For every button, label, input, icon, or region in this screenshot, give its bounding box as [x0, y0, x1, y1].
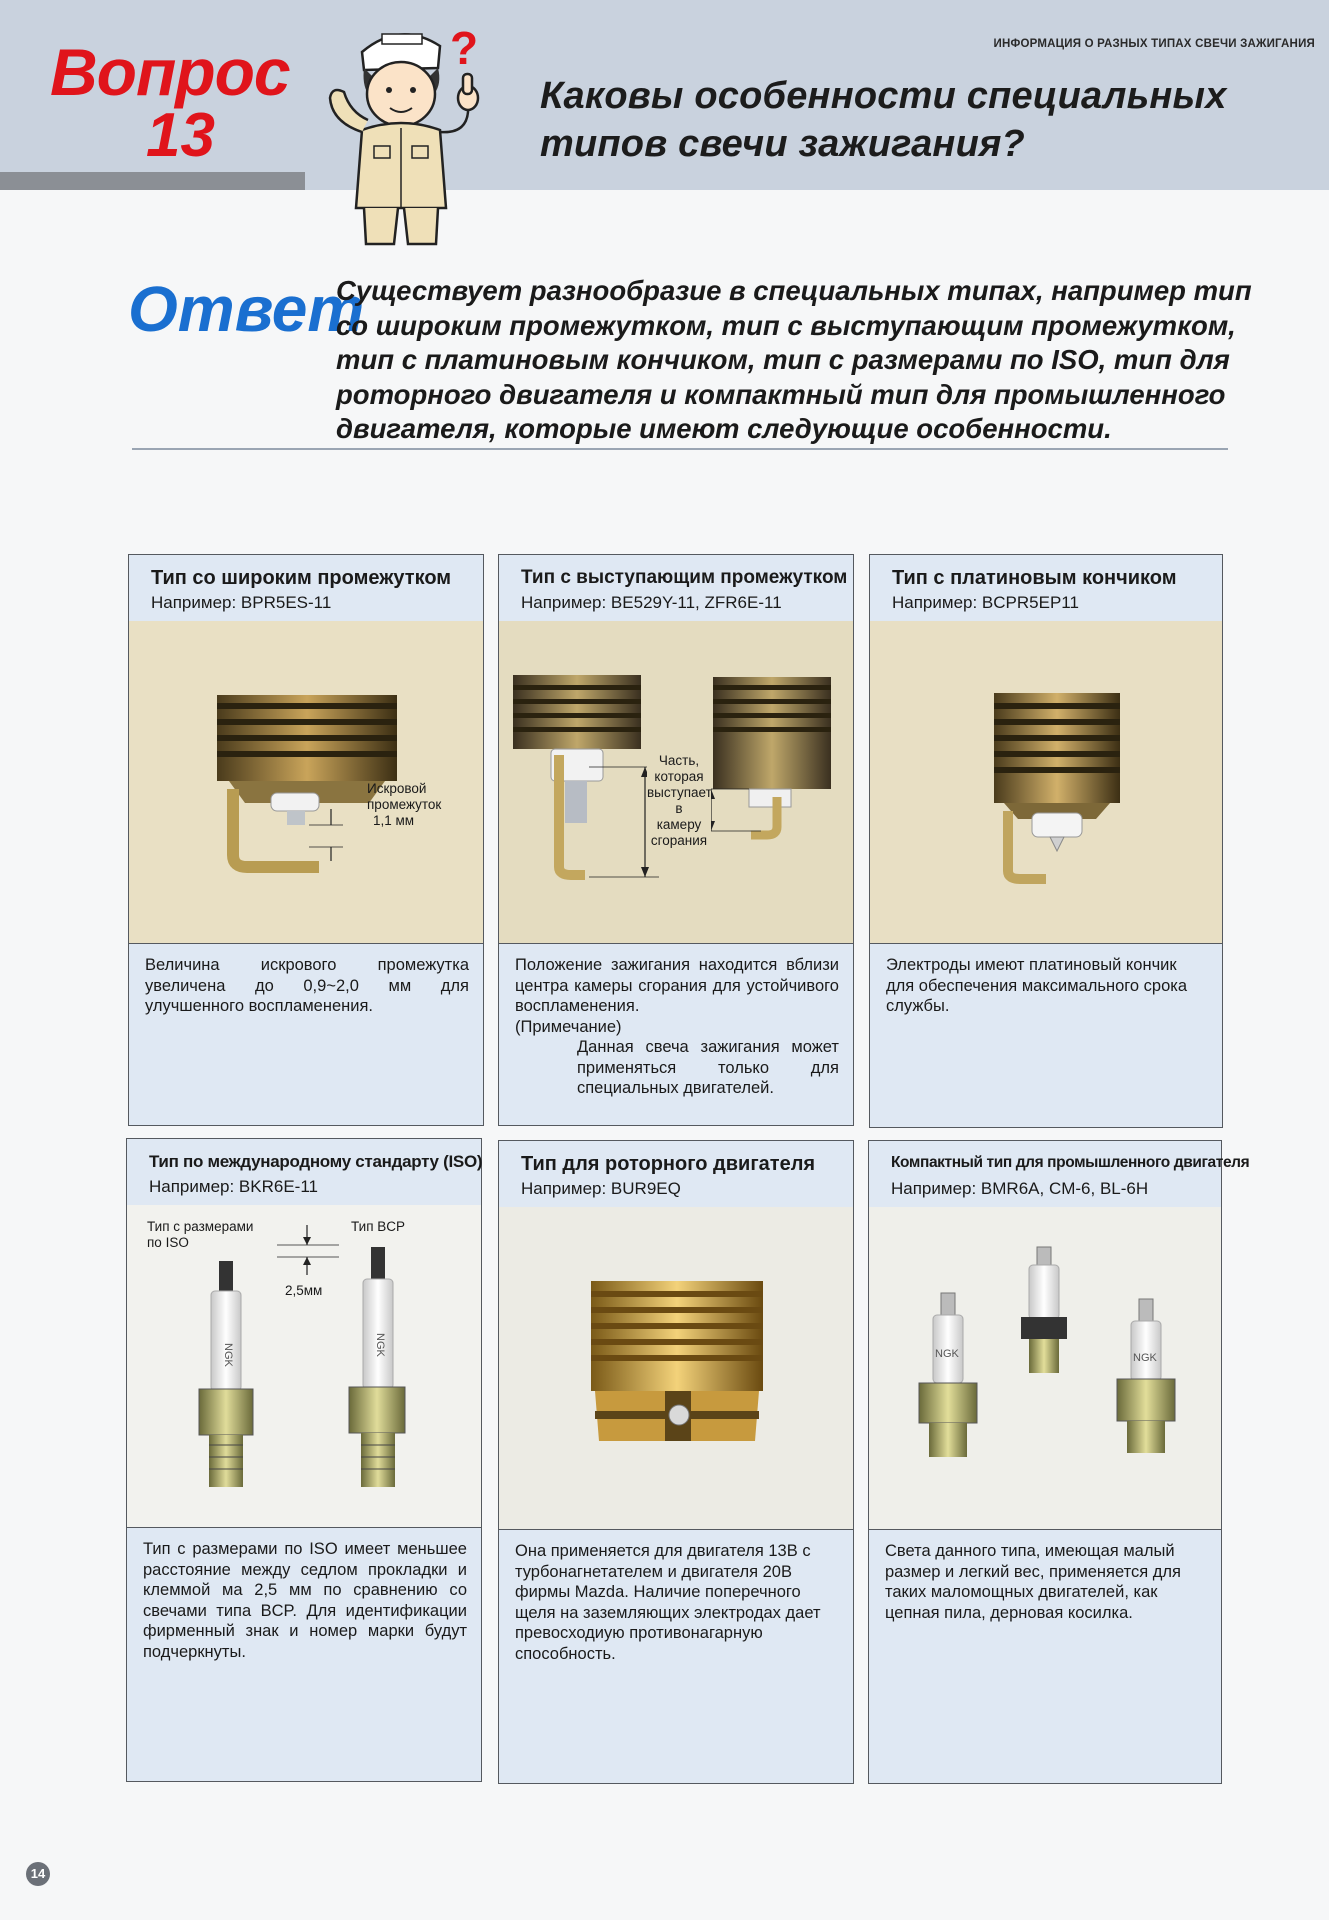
brand-mark: NGK: [222, 1343, 234, 1367]
projection-label-line: выступает в: [647, 785, 712, 816]
gap-label-line: Искровой: [367, 781, 427, 796]
iso-label-line: по ISO: [147, 1235, 189, 1250]
card-iso: [126, 1138, 482, 1782]
card-example: Например: BE529Y-11, ZFR6E-11: [521, 593, 782, 612]
gap-label: [367, 781, 441, 829]
card-description: Она применяется для двигателя 13В с турбонагнетателем и двигателя 20В фирмы Mazda. Наличие поперечного щеля на заземляющих электродах дает превосходиую противонагарную способность.: [515, 1542, 821, 1663]
distance-label: 2,5мм: [285, 1283, 323, 1298]
projection-label: [647, 753, 711, 849]
card-description: Света данного типа, имеющая малый размер и легкий вес, применяется для таких маломощных двигателей, как цепная пила, дерновая косилка.: [885, 1542, 1181, 1622]
note-label: (Примечание): [515, 1017, 622, 1036]
answer-word: Ответ: [128, 273, 365, 345]
header-accent-bar: [0, 172, 305, 190]
spark-plug-photo: [869, 1207, 1221, 1530]
card-header: [129, 555, 483, 622]
gap-label-line: 1,1 мм: [373, 813, 415, 828]
card-header: [499, 1141, 853, 1208]
gap-label-line: промежуток: [367, 797, 442, 812]
projection-label-line: сгорания: [650, 833, 708, 848]
brand-mark: NGK: [374, 1333, 386, 1357]
answer-text: Существует разнообразие в специальных типах, например тип со широким промежутком, тип с выступающим промежутком, тип с платиновым кончиком, тип с размерами по ISO, тип для роторного двигателя и компактный тип для промышленного двигателя, которые имеют следующие особенности.: [336, 275, 1252, 444]
card-title: Тип со широким промежутком: [151, 567, 452, 589]
card-platinum-tip: [869, 554, 1223, 1128]
card-title: Тип с выступающим промежутком: [521, 567, 848, 588]
mascot-illustration: [322, 12, 492, 252]
card-example: Например: BUR9EQ: [521, 1179, 681, 1198]
card-compact: [868, 1140, 1250, 1784]
note-text: Данная свеча зажигания может применяться только для специальных двигателей.: [577, 1038, 839, 1097]
spark-plug-photo: [499, 1207, 853, 1530]
card-rotary: [498, 1140, 854, 1784]
iso-label-line: Тип с размерами: [147, 1219, 254, 1234]
question-word: Вопрос: [50, 35, 290, 109]
spark-plug-photo: [499, 621, 853, 944]
description-text: Положение зажигания находится вблизи центра камеры сгорания для устойчивого воспламенения.: [515, 956, 839, 1015]
card-example: Например: BKR6E-11: [149, 1177, 318, 1196]
brand-mark: NGK: [1133, 1352, 1157, 1364]
spark-plug-iso-icon: [127, 1205, 481, 1527]
spark-plug-platinum-tip-icon: [870, 621, 1222, 943]
divider: [132, 448, 1228, 450]
question-mark-icon: ?: [450, 22, 479, 74]
spark-plug-compact-icon: [869, 1207, 1221, 1529]
bcp-label: Тип BCP: [351, 1219, 406, 1234]
card-description: Электроды имеют платиновый кончик для обеспечения максимального срока службы.: [886, 956, 1188, 1015]
section-label: ИНФОРМАЦИЯ О РАЗНЫХ ТИПАХ СВЕЧИ ЗАЖИГАНИЯ: [993, 38, 1315, 50]
iso-label: [147, 1219, 253, 1251]
card-title: Компактный тип для промышленного двигателя: [891, 1154, 1250, 1171]
card-example: Например: BMR6A, CM-6, BL-6H: [891, 1179, 1149, 1198]
spark-plug-photo: [870, 621, 1222, 944]
title-line-2: типов свечи зажигания?: [540, 123, 1025, 165]
spark-plug-photo: [127, 1205, 481, 1528]
projection-label-line: Часть,: [658, 753, 700, 768]
card-example: Например: BPR5ES-11: [151, 593, 332, 612]
spark-plug-photo: [129, 621, 483, 944]
title-line-1: Каковы особенности специальных: [540, 75, 1227, 117]
card-example: Например: BCPR5EP11: [892, 593, 1079, 612]
card-wide-gap: [128, 554, 484, 1126]
card-header: [870, 555, 1222, 622]
card-header: [127, 1139, 481, 1206]
card-title: Тип с платиновым кончиком: [892, 567, 1177, 589]
card-description: Величина искрового промежутка увеличена до 0,9~2,0 мм для улучшенного воспламенения.: [145, 956, 469, 1015]
projection-label-line: которая: [654, 769, 704, 784]
question-number: 13: [146, 101, 215, 170]
card-projected-gap: [498, 554, 854, 1126]
brand-mark: NGK: [935, 1348, 959, 1360]
projection-label-line: камеру: [656, 817, 702, 832]
spark-plug-rotary-icon: [499, 1207, 853, 1529]
page-number: 14: [26, 1862, 50, 1886]
card-title: Тип по международному стандарту (ISO): [149, 1152, 483, 1171]
page-title: [540, 72, 1227, 168]
card-description: Тип с размерами по ISO имеет меньшее расстояние между седлом прокладки и клеммой ма 2,5 мм по сравнению со свечами типа BCP. Для идентификации фирменный знак и номер марки будут подчеркнуты.: [143, 1540, 467, 1661]
card-title: Тип для роторного двигателя: [521, 1153, 816, 1175]
card-header: [869, 1141, 1250, 1208]
card-description: [515, 955, 839, 1099]
card-header: [499, 555, 853, 622]
